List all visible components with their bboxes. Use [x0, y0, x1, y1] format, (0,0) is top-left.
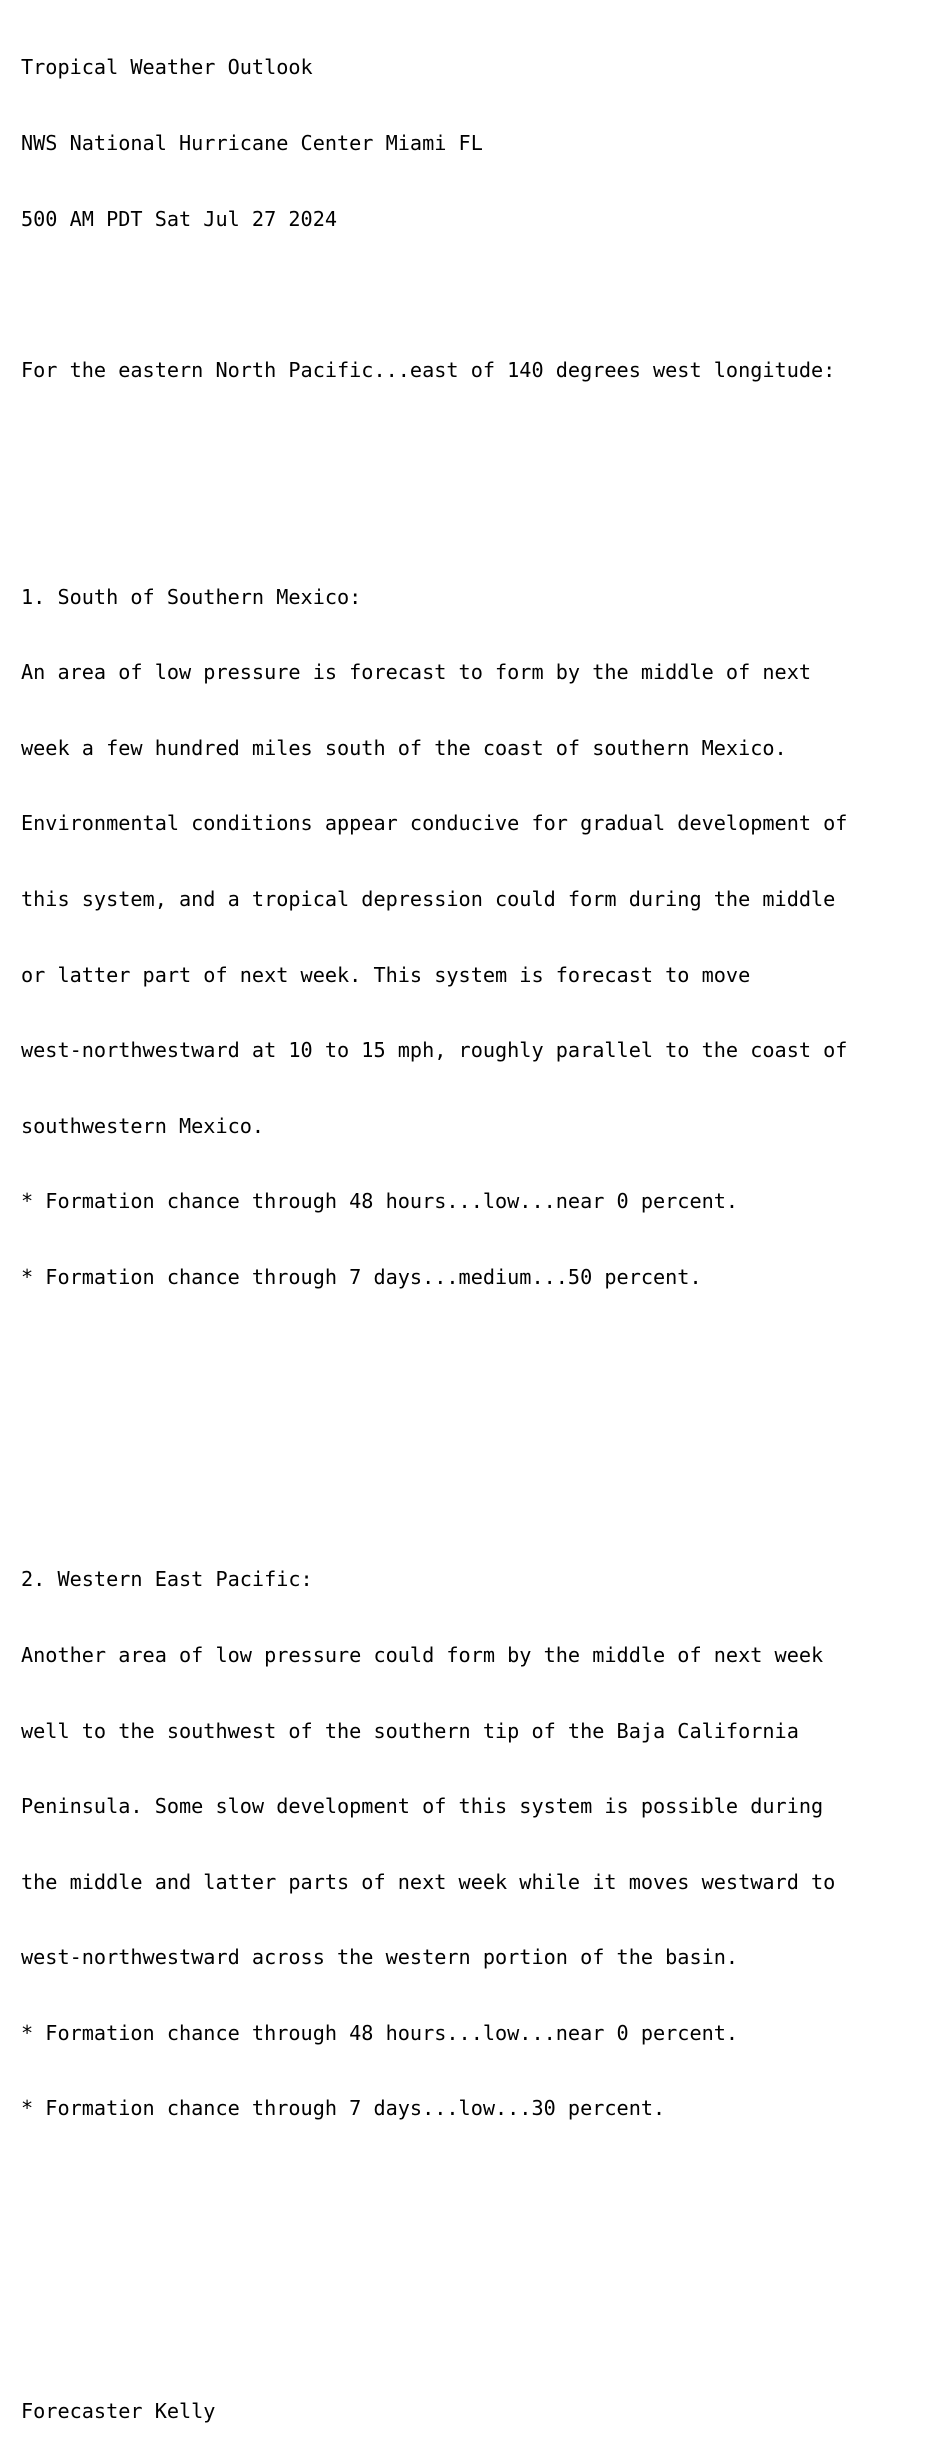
outlook-text: [21, 5, 847, 2449]
blank-line: [21, 2323, 847, 2348]
blank-line: [21, 433, 847, 458]
system-body-line: Another area of low pressure could form by the middle of next week: [21, 1642, 824, 1667]
system-1: [21, 534, 847, 1340]
system-body-line: Peninsula. Some slow development of this system is possible during: [21, 1794, 824, 1819]
system-2: [21, 1517, 847, 2172]
system-body-line: Environmental conditions appear conducive for gradual development of: [21, 811, 848, 836]
issuing-office: NWS National Hurricane Center Miami FL: [21, 131, 483, 155]
system-heading: 2. Western East Pacific:: [21, 1567, 313, 1592]
region-statement: For the eastern North Pacific...east of 140 degrees west longitude:: [21, 357, 836, 382]
forecaster-signoff: Forecaster Kelly: [21, 2398, 216, 2423]
formation-chance-48h: * Formation chance through 48 hours...low...near 0 percent.: [21, 2020, 739, 2045]
formation-chance-7d: * Formation chance through 7 days...low...30 percent.: [21, 2096, 666, 2121]
system-body-line: this system, and a tropical depression could form during the middle: [21, 886, 836, 911]
system-body-line: west-northwestward at 10 to 15 mph, roughly parallel to the coast of: [21, 1038, 848, 1063]
system-heading: 1. South of Southern Mexico:: [21, 584, 362, 609]
system-body-line: or latter part of next week. This system is forecast to move: [21, 962, 751, 987]
system-body-line: An area of low pressure is forecast to form by the middle of next: [21, 660, 812, 685]
system-body-line: week a few hundred miles south of the coast of southern Mexico.: [21, 735, 787, 760]
blank-line: [21, 1416, 847, 1441]
system-body-line: well to the southwest of the southern tip of the Baja California: [21, 1718, 799, 1743]
blank-line: [21, 2248, 847, 2273]
formation-chance-7d: * Formation chance through 7 days...medium...50 percent.: [21, 1264, 702, 1289]
system-body-line: southwestern Mexico.: [21, 1113, 265, 1138]
system-body-line: west-northwestward across the western portion of the basin.: [21, 1945, 739, 1970]
outlook-title: Tropical Weather Outlook: [21, 55, 313, 80]
system-body-line: the middle and latter parts of next week while it moves westward to: [21, 1869, 836, 1894]
formation-chance-48h: * Formation chance through 48 hours...low...near 0 percent.: [21, 1189, 739, 1214]
blank-line: [21, 282, 847, 307]
issue-time: 500 AM PDT Sat Jul 27 2024: [21, 206, 338, 231]
